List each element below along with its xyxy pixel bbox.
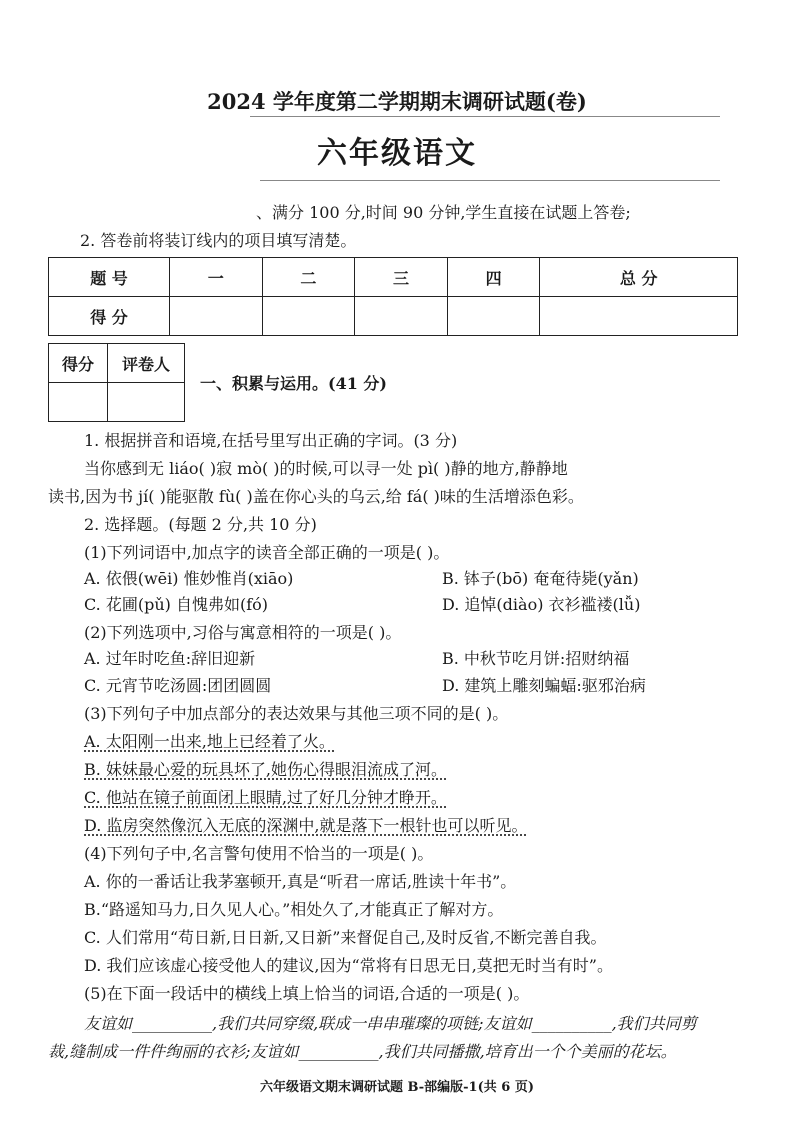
section-1-title: 一、积累与运用。(41 分) (200, 374, 387, 393)
q2-2-option-a: A. 过年时吃鱼:辞旧迎新 (84, 649, 256, 668)
score-table (48, 257, 738, 336)
grader-score-cell[interactable] (49, 383, 108, 422)
q2-5-passage-line-2: 裁,缝制成一件件绚丽的衣衫;友谊如__________,我们共同播撒,培育出一个个美丽的花坛。 (48, 1042, 677, 1061)
q2-4-option-d: D. 我们应该虚心接受他人的建议,因为“常将有日思无日,莫把无时当有时”。 (84, 956, 613, 975)
q2-4-stem: (4)下列句子中,名言警句使用不恰当的一项是( )。 (84, 844, 434, 863)
q2-4-option-b: B.“路遥知马力,日久见人心。”相处久了,才能真正了解对方。 (84, 900, 504, 919)
subject-rule (260, 180, 720, 181)
q2-1-option-b: B. 钵子(bō) 奄奄待毙(yǎn) (442, 569, 639, 588)
score-cell[interactable] (355, 297, 448, 336)
q2-1-option-a: A. 依偎(wēi) 惟妙惟肖(xiāo) (84, 569, 294, 588)
q1-stem: 1. 根据拼音和语境,在括号里写出正确的字词。(3 分) (84, 431, 458, 450)
score-header-cell: 二 (262, 258, 355, 297)
score-header-cell: 一 (170, 258, 263, 297)
q2-3-option-a: A. 太阳刚一出来,地上已经着了火。 (84, 732, 335, 751)
score-row-label: 得 分 (49, 297, 170, 336)
score-table-header-row (49, 258, 738, 297)
q2-1-stem: (1)下列词语中,加点字的读音全部正确的一项是( )。 (84, 543, 450, 562)
score-header-cell: 三 (355, 258, 448, 297)
score-cell[interactable] (447, 297, 540, 336)
q2-2-option-c: C. 元宵节吃汤圆:团团圆圆 (84, 676, 272, 695)
grader-name-cell[interactable] (108, 383, 185, 422)
exam-title: 2024 学年度第二学期期末调研试题(卷) (207, 89, 587, 114)
grader-name-label: 评卷人 (108, 344, 185, 383)
q2-4-option-a: A. 你的一番话让我茅塞顿开,真是“听君一席话,胜读十年书”。 (84, 872, 517, 891)
score-table-score-row (49, 297, 738, 336)
q2-5-stem: (5)在下面一段话中的横线上填上恰当的词语,合适的一项是( )。 (84, 984, 530, 1003)
page-footer: 六年级语文期末调研试题 B-部编版-1(共 6 页) (260, 1080, 534, 1095)
q2-5-passage-line-1: 友谊如__________,我们共同穿缀,联成一串串璀璨的项链;友谊如__________,我们共同剪 (84, 1014, 697, 1033)
score-header-cell: 四 (447, 258, 540, 297)
score-cell[interactable] (170, 297, 263, 336)
score-cell[interactable] (262, 297, 355, 336)
q1-line-2: 读书,因为书 jí( )能驱散 fù( )盖在你心头的乌云,给 fá( )味的生活增添色彩。 (48, 487, 584, 506)
instruction-2: 2. 答卷前将装订线内的项目填写清楚。 (80, 231, 357, 250)
q2-1-option-d: D. 追悼(diào) 衣衫褴褛(lǚ) (442, 595, 641, 614)
q2-4-option-c: C. 人们常用“苟日新,日日新,又日新”来督促自己,及时反省,不断完善自我。 (84, 928, 607, 947)
score-header-cell: 总 分 (540, 258, 738, 297)
instruction-1: 、满分 100 分,时间 90 分钟,学生直接在试题上答卷; (256, 203, 631, 222)
q2-2-option-b: B. 中秋节吃月饼:招财纳福 (442, 649, 630, 668)
subject-title: 六年级语文 (317, 136, 477, 171)
score-header-cell: 题 号 (49, 258, 170, 297)
grader-score-label: 得分 (49, 344, 108, 383)
q2-3-option-c: C. 他站在镜子前面闭上眼睛,过了好几分钟才睁开。 (84, 788, 447, 807)
q2-3-option-d: D. 监房突然像沉入无底的深渊中,就是落下一根针也可以听见。 (84, 816, 528, 835)
q2-3-stem: (3)下列句子中加点部分的表达效果与其他三项不同的是( )。 (84, 704, 509, 723)
grader-table (48, 343, 185, 422)
q2-2-stem: (2)下列选项中,习俗与寓意相符的一项是( )。 (84, 623, 402, 642)
q2-stem: 2. 选择题。(每题 2 分,共 10 分) (84, 515, 317, 534)
q2-3-option-b: B. 妹妹最心爱的玩具坏了,她伤心得眼泪流成了河。 (84, 760, 448, 779)
q2-2-option-d: D. 建筑上雕刻蝙蝠:驱邪治病 (442, 676, 646, 695)
q1-line-1: 当你感到无 liáo( )寂 mò( )的时候,可以寻一处 pì( )静的地方,静静地 (84, 459, 568, 478)
score-cell[interactable] (540, 297, 738, 336)
q2-1-option-c: C. 花圃(pǔ) 自愧弗如(fó) (84, 595, 269, 614)
title-rule (250, 116, 720, 117)
